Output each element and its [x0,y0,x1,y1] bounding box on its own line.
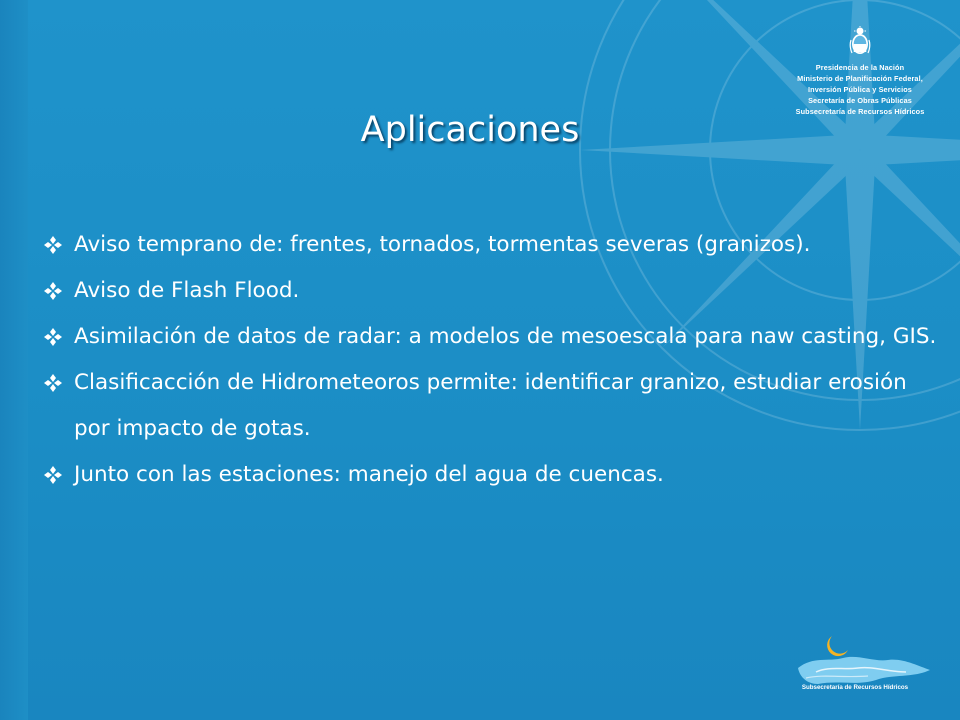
bullet-text: Aviso temprano de: frentes, tornados, tormentas severas (granizos). [74,232,811,257]
bullet-text: Clasificacción de Hidrometeoros permite: identificar granizo, estudiar erosión por impacto de gotas. [74,370,907,441]
bullet-text: Aviso de Flash Flood. [74,278,300,303]
header-line-ministerio: Ministerio de Planificación Federal, [797,74,923,83]
left-strip [0,0,28,720]
bullet-item [44,452,944,498]
bullet-text: Asimilación de datos de radar: a modelos de mesoescala para naw casting, GIS. [74,324,937,349]
diamond-quad-icon [44,374,62,392]
diamond-quad-icon [44,466,62,484]
bullet-item [44,360,944,452]
slide-title: Aplicaciones [360,110,580,150]
diamond-quad-icon [44,328,62,346]
header-line-presidencia: Presidencia de la Nación [815,63,905,72]
coat-of-arms-icon [849,26,871,56]
header-line-secretaria: Secretaría de Obras Públicas [808,96,912,105]
header-line-subsecretaria: Subsecretaría de Recursos Hídricos [795,107,925,116]
institution-header [780,26,940,117]
bullet-list [44,222,944,498]
bullet-item [44,222,944,268]
header-line-inversion: Inversión Pública y Servicios [808,85,912,94]
bullet-item [44,268,944,314]
bullet-item [44,314,944,360]
footer-caption: Subsecretaría de Recursos Hídricos [801,684,909,691]
diamond-quad-icon [44,236,62,254]
diamond-quad-icon [44,282,62,300]
bullet-text: Junto con las estaciones: manejo del agua de cuencas. [74,462,664,487]
